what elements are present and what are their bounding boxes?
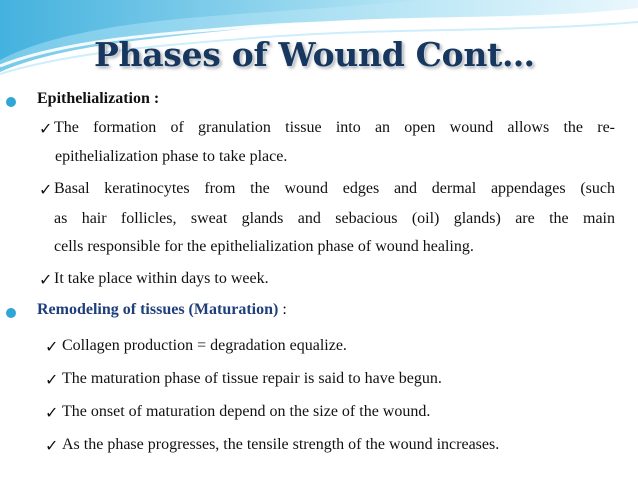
item-2-line-1: Basal keratinocytes from the wound edges and dermal appendages (such [54,180,615,197]
circle-bullet-icon [6,97,16,107]
section-heading-epithelialization: Epithelialization : [37,90,160,107]
checkmark-icon: ✓ [45,372,59,389]
checkmark-icon: ✓ [39,272,53,289]
section-heading-remodeling-suffix: : [278,301,287,318]
slide-title: Phases of Wound Cont… [94,35,535,74]
item-2-line-2: as hair follicles, sweat glands and sebacious (oil) glands) are the main [54,210,615,227]
checkmark-icon: ✓ [39,182,53,199]
section-heading-remodeling [37,301,287,319]
item-1-line-2: epithelialization phase to take place. [55,148,288,165]
checkmark-icon: ✓ [45,339,59,356]
item-2-line-3: cells responsible for the epithelialization phase of wound healing. [54,238,474,255]
checkmark-icon: ✓ [39,121,53,138]
item-1-line-1: The formation of granulation tissue into an open wound allows the re- [54,119,615,136]
item-5-line-1: The maturation phase of tissue repair is said to have begun. [62,370,442,387]
section-heading-remodeling-text: Remodeling of tissues (Maturation) [37,301,279,318]
item-3-line-1: It take place within days to week. [54,270,269,287]
checkmark-icon: ✓ [45,405,59,422]
item-7-line-1: As the phase progresses, the tensile strength of the wound increases. [62,436,500,453]
checkmark-icon: ✓ [45,438,59,455]
circle-bullet-icon [6,308,16,318]
item-4-line-1: Collagen production = degradation equalize. [62,337,347,354]
item-6-line-1: The onset of maturation depend on the size of the wound. [62,403,431,420]
